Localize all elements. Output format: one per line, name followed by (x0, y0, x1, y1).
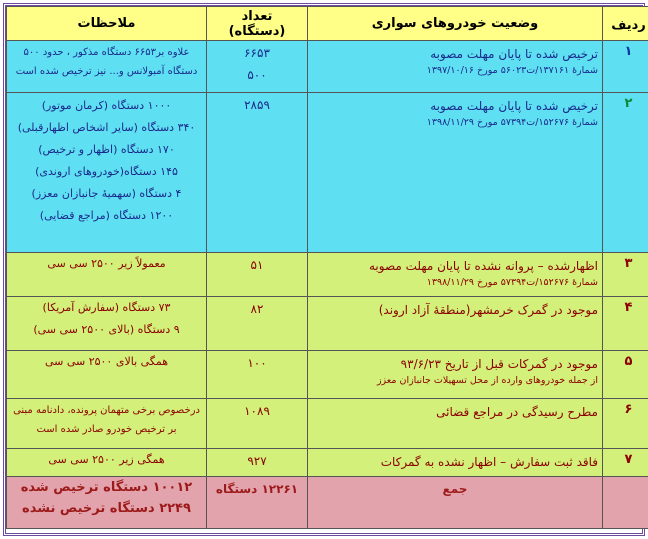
status-text: ترخیص شده تا پایان مهلت مصوبه (430, 99, 598, 113)
row-number: ۴ (603, 297, 648, 351)
header-notes: ملاحظات (7, 7, 207, 41)
row-number: ۷ (603, 449, 648, 477)
status-cell (308, 93, 603, 253)
status-text: فاقد ثبت سفارش – اظهار نشده به گمرکات (380, 455, 598, 469)
note-line: ۹ دستگاه (بالای ۲۵۰۰ سی سی) (33, 323, 180, 336)
notes-cell (7, 297, 207, 351)
note-line: همگی بالای ۲۵۰۰ سی سی (44, 355, 169, 368)
notes-cell (7, 93, 207, 253)
status-subtext: شمارهٔ ۱۳۷۱۶۱/ت۵۶۰۲۳ مورخ ۱۳۹۷/۱۰/۱۶ (426, 65, 598, 76)
note-line: معمولاً زیر ۲۵۰۰ سی سی (47, 257, 166, 270)
total-note-line: ۲۲۴۹ دستگاه ترخیص نشده (22, 501, 191, 516)
header-count: تعداد (دستگاه) (207, 7, 308, 41)
row-number: ۳ (603, 253, 648, 297)
count-cell (207, 253, 308, 297)
count-value: ۱۰۰ (247, 356, 267, 370)
total-count-cell (207, 477, 308, 529)
count-value: ۲۸۵۹ (244, 98, 270, 112)
table-row (7, 93, 648, 253)
notes-cell (7, 41, 207, 93)
count-cell (207, 399, 308, 449)
status-text: ترخیص شده تا پایان مهلت مصوبه (430, 47, 598, 61)
note-line: ۱۲۰۰ دستگاه (مراجع قضایی) (39, 209, 174, 222)
vehicle-status-table (6, 6, 648, 529)
row-number: ۵ (603, 351, 648, 399)
header-row-no: ردیف (603, 7, 648, 41)
status-text: مطرح رسیدگی در مراجع قضائی (436, 405, 598, 419)
notes-cell (7, 449, 207, 477)
status-text: اظهارشده – پروانه نشده تا پایان مهلت مصوبه (368, 259, 598, 273)
count-cell (207, 93, 308, 253)
status-subtext: شمارهٔ ۱۵۲۶۷۶/ت۵۷۳۹۴ مورخ ۱۳۹۸/۱۱/۲۹ (426, 117, 598, 128)
table-row (7, 253, 648, 297)
status-cell (308, 41, 603, 93)
status-cell (308, 253, 603, 297)
count-value: ۵۱ (250, 258, 264, 272)
total-count: ۱۲۲۶۱ دستگاه (215, 482, 299, 496)
notes-cell (7, 351, 207, 399)
row-number: ۱ (603, 41, 648, 93)
note-line: ۴ دستگاه (سهمیهٔ جانبازان معزز) (31, 187, 182, 200)
header-status: وضعیت خودروهای سواری (308, 7, 603, 41)
count-cell (207, 351, 308, 399)
total-note-line: ۱۰۰۱۲ دستگاه ترخیص شده (20, 480, 193, 495)
note-line: بر ترخیص خودرو صادر شده است (36, 424, 177, 435)
note-line: ۳۴۰ دستگاه (سایر اشخاص اظهارقبلی) (17, 121, 196, 134)
count-cell (207, 41, 308, 93)
total-row (7, 477, 648, 529)
count-value: ۸۲ (250, 302, 264, 316)
count-cell (207, 449, 308, 477)
table-row (7, 41, 648, 93)
note-line: علاوه بر۶۶۵۳ دستگاه مذکور ، حدود ۵۰۰ (23, 47, 190, 58)
total-label-cell (308, 477, 603, 529)
note-line: ۱۷۰ دستگاه (اظهار و ترخیص) (38, 143, 175, 156)
note-line: ۷۳ دستگاه (سفارش آمریکا) (42, 301, 171, 314)
vehicle-status-table-frame (3, 3, 645, 536)
note-line: دستگاه آمبولانس و... نیز ترخیص شده است (15, 66, 198, 77)
count-value: ۹۲۷ (247, 454, 267, 468)
count-cell (207, 297, 308, 351)
total-label: جمع (442, 482, 468, 496)
note-line: ۱۰۰۰ دستگاه (کرمان موتور) (41, 99, 172, 112)
status-subtext: از جمله خودروهای وارده از محل تسهیلات جانبازان معزز (376, 375, 598, 386)
status-subtext: شمارهٔ ۱۵۲۶۷۶/ت۵۷۳۹۴ مورخ ۱۳۹۸/۱۱/۲۹ (426, 277, 598, 288)
table-row (7, 399, 648, 449)
count-value: ۶۶۵۳ (244, 46, 270, 60)
status-text: موجود در گمرکات قبل از تاریخ ۹۳/۶/۲۳ (400, 357, 598, 371)
count-value: ۵۰۰ (247, 68, 267, 82)
status-cell (308, 399, 603, 449)
status-cell (308, 351, 603, 399)
notes-cell (7, 253, 207, 297)
notes-cell (7, 399, 207, 449)
header-row (7, 7, 648, 41)
status-cell (308, 297, 603, 351)
note-line: همگی زیر ۲۵۰۰ سی سی (48, 453, 165, 466)
table-row (7, 297, 648, 351)
status-cell (308, 449, 603, 477)
row-number: ۶ (603, 399, 648, 449)
status-text: موجود در گمرک خرمشهر(منطقهٔ آزاد اروند) (378, 303, 598, 317)
table-row (7, 449, 648, 477)
count-value: ۱۰۸۹ (244, 404, 270, 418)
total-empty-cell (603, 477, 648, 529)
row-number: ۲ (603, 93, 648, 253)
note-line: درخصوص برخی متهمان پرونده، دادنامه مبنی (13, 405, 200, 416)
note-line: ۱۴۵ دستگاه(خودروهای اروندی) (35, 165, 178, 178)
total-notes-cell (7, 477, 207, 529)
table-row (7, 351, 648, 399)
